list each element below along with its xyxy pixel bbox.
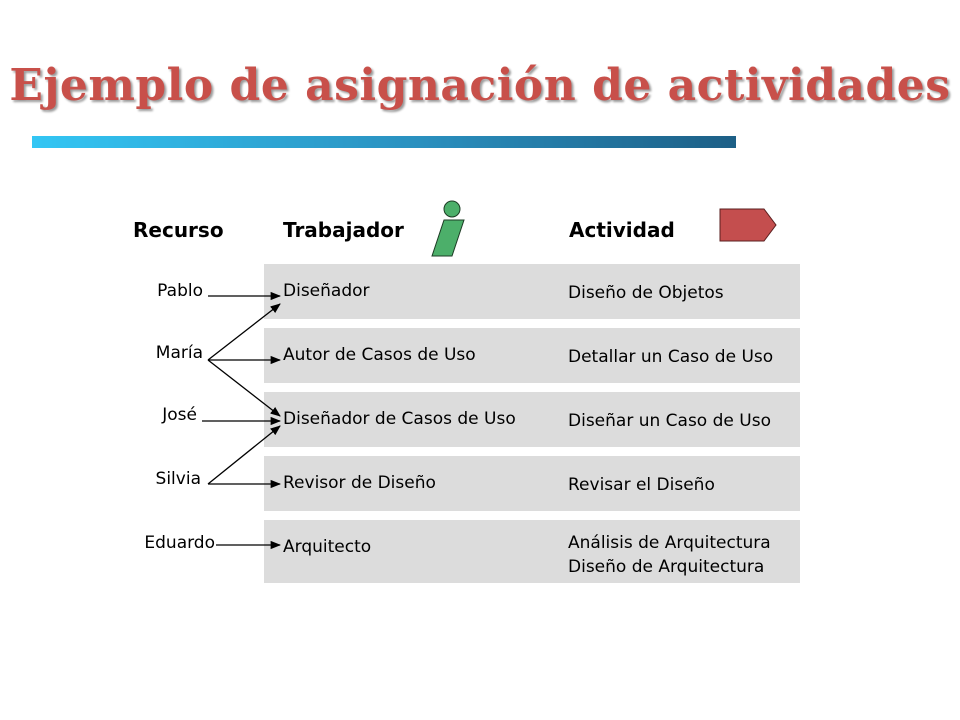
- activity-name: Diseñar un Caso de Uso: [568, 411, 771, 431]
- assignment-row: [264, 520, 800, 583]
- header-recurso: Recurso: [133, 218, 224, 242]
- activity-name: Diseño de Objetos: [568, 283, 724, 303]
- assignment-row: [264, 456, 800, 511]
- slide-title: Ejemplo de asignación de actividades: [9, 60, 951, 111]
- resource-name: Silvia: [155, 469, 201, 489]
- worker-name: Diseñador de Casos de Uso: [283, 409, 516, 429]
- title-underline-bar: [32, 136, 736, 148]
- activity-name: Análisis de Arquitectura Diseño de Arquitectura: [568, 533, 771, 577]
- worker-name: Diseñador: [283, 281, 370, 301]
- assignment-row: [264, 392, 800, 447]
- resource-name: María: [155, 343, 203, 363]
- activity-icon: [718, 207, 778, 243]
- worker-name: Autor de Casos de Uso: [283, 345, 476, 365]
- resource-name: José: [162, 405, 197, 425]
- activity-name: Detallar un Caso de Uso: [568, 347, 774, 367]
- header-trabajador: Trabajador: [283, 218, 404, 242]
- worker-icon: [430, 200, 470, 258]
- header-actividad: Actividad: [569, 218, 675, 242]
- activity-name: Revisar el Diseño: [568, 475, 715, 495]
- worker-name: Arquitecto: [283, 537, 372, 557]
- worker-name: Revisor de Diseño: [283, 473, 436, 493]
- resource-name: Pablo: [157, 281, 203, 301]
- resource-name: Eduardo: [144, 533, 215, 553]
- assignment-row: [264, 328, 800, 383]
- assignment-row: [264, 264, 800, 319]
